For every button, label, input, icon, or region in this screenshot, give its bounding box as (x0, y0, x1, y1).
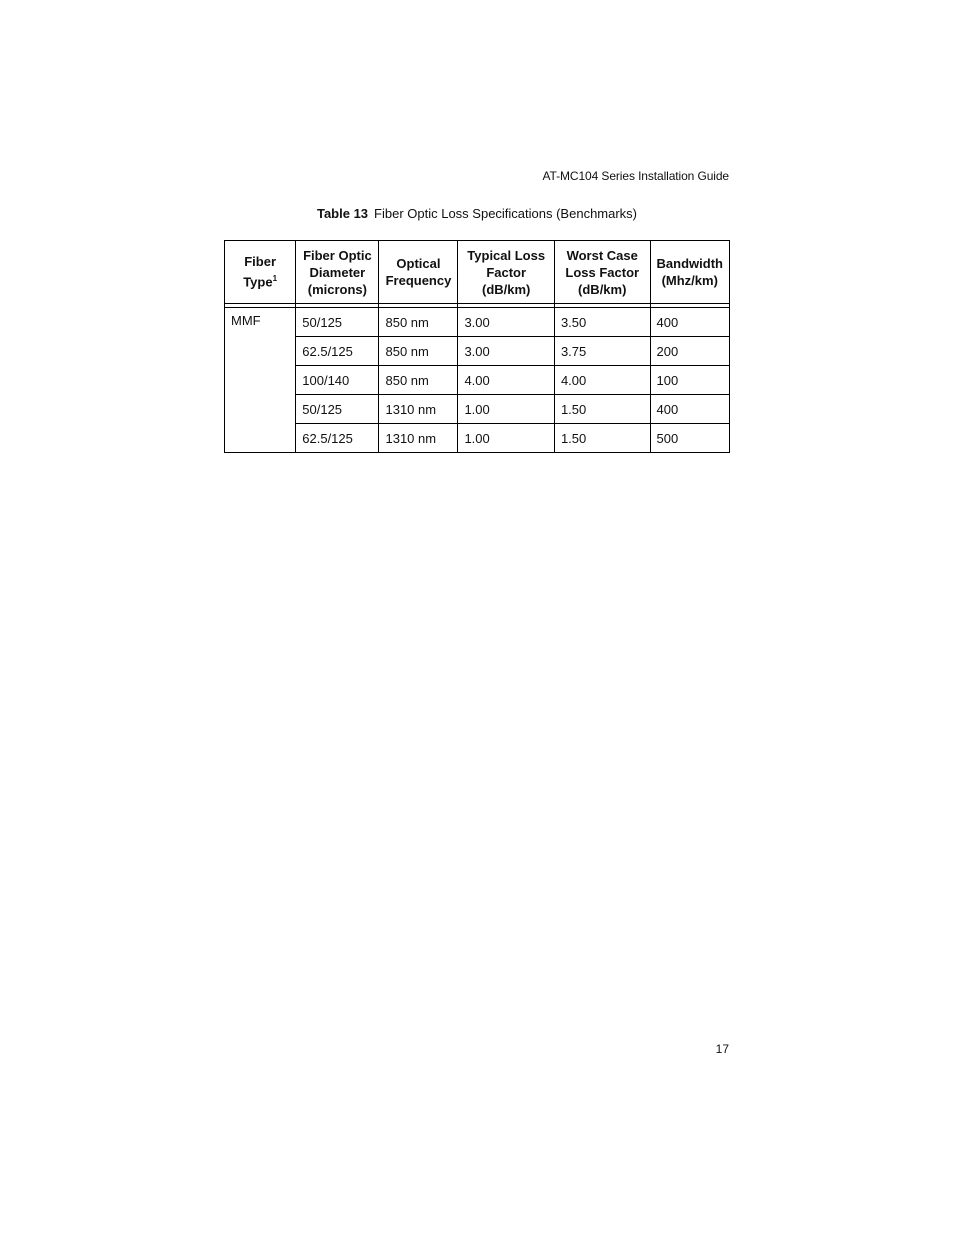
header-worst-case-loss (554, 241, 650, 304)
header-worst-case-line3: (dB/km) (578, 281, 627, 297)
table-cell: 100/140 (296, 366, 379, 395)
table-cell: 1310 nm (379, 424, 458, 453)
footnote-marker: 1 (272, 274, 278, 284)
table-row (225, 424, 730, 453)
table-cell: 50/125 (296, 308, 379, 337)
table-cell: 3.75 (554, 337, 650, 366)
running-header: AT-MC104 Series Installation Guide (542, 169, 729, 183)
table-cell: 400 (650, 395, 729, 424)
header-diameter-line1: Fiber Optic (303, 247, 372, 263)
header-bandwidth-line2: (Mhz/km) (661, 273, 718, 288)
table-cell: 3.00 (458, 337, 555, 366)
table-header-row (225, 241, 730, 304)
table-cell: 1.00 (458, 395, 555, 424)
table-cell: 500 (650, 424, 729, 453)
header-typical-loss (458, 241, 555, 304)
header-frequency-line2: Frequency (385, 273, 452, 288)
table-cell: 4.00 (458, 366, 555, 395)
table-caption-label: Table 13 (316, 206, 369, 221)
header-diameter (296, 241, 379, 304)
table-cell: 850 nm (379, 337, 458, 366)
fiber-type-cell: MMF (225, 308, 296, 453)
header-worst-case-line1: Worst Case (566, 247, 638, 263)
table-cell: 850 nm (379, 366, 458, 395)
table-cell: 200 (650, 337, 729, 366)
table-cell: 400 (650, 308, 729, 337)
table-cell: 100 (650, 366, 729, 395)
table-cell: 50/125 (296, 395, 379, 424)
table-row (225, 337, 730, 366)
table-cell: 3.50 (554, 308, 650, 337)
table-cell: 1.50 (554, 395, 650, 424)
header-frequency-line1: Optical (396, 256, 441, 271)
table-cell: 3.00 (458, 308, 555, 337)
table-row (225, 366, 730, 395)
header-frequency (379, 241, 458, 304)
table-cell: 1310 nm (379, 395, 458, 424)
header-worst-case-line2: Loss Factor (565, 264, 640, 280)
header-typical-loss-line1: Typical Loss (467, 247, 546, 263)
table-caption-title: Fiber Optic Loss Specifications (Benchmarks) (374, 206, 638, 221)
table-cell: 4.00 (554, 366, 650, 395)
table-cell: 1.50 (554, 424, 650, 453)
header-diameter-line3: (microns) (307, 281, 367, 297)
table-row (225, 395, 730, 424)
page-number: 17 (715, 1042, 729, 1056)
header-bandwidth-line1: Bandwidth (656, 256, 723, 271)
header-bandwidth (650, 241, 729, 304)
table-cell: 1.00 (458, 424, 555, 453)
table-cell: 850 nm (379, 308, 458, 337)
header-fiber-type (225, 241, 296, 304)
fiber-loss-table (224, 240, 730, 453)
header-fiber-type-line1: Fiber (244, 254, 277, 270)
header-fiber-type-line2: Type (243, 274, 273, 290)
header-diameter-line2: Diameter (309, 264, 366, 280)
table-cell: 62.5/125 (296, 337, 379, 366)
table-caption (224, 206, 730, 221)
table-cell: 62.5/125 (296, 424, 379, 453)
header-typical-loss-line2: Factor (dB/km) (482, 264, 531, 297)
table-row (225, 308, 730, 337)
